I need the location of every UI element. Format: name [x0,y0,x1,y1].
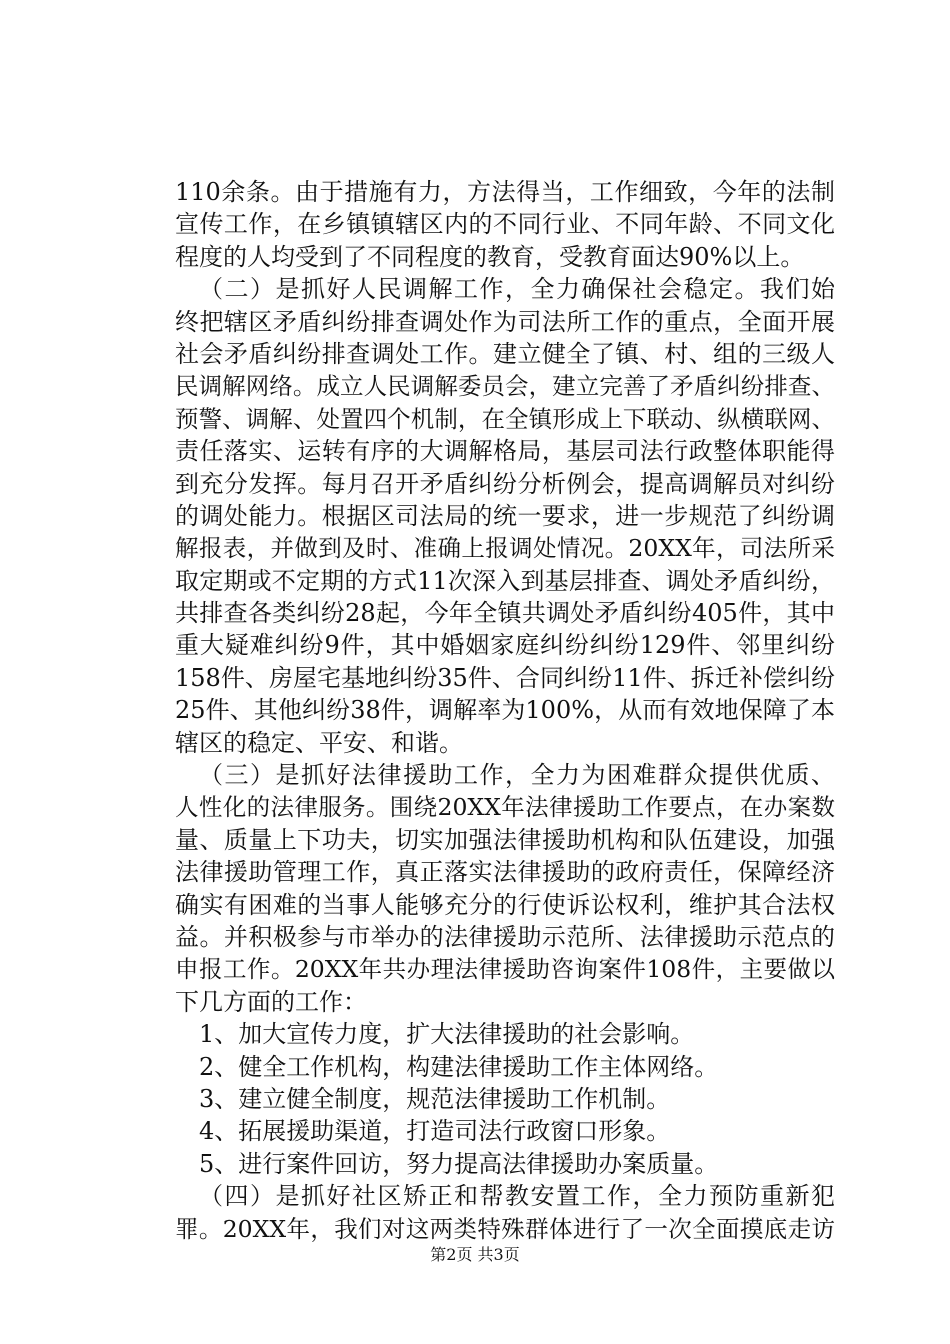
text-line: 社会矛盾纠纷排查调处工作。建立健全了镇、村、组的三级人 [175,339,835,368]
text-line: 预警、调解、处置四个机制，在全镇形成上下联动、纵横联网、 [175,404,835,433]
text-line: 110余条。由于措施有力，方法得当，工作细致，今年的法制 [175,178,835,206]
text-line: 到充分发挥。每月召开矛盾纠纷分析例会，提高调解员对纠纷 [175,469,835,498]
text-line: 宣传工作，在乡镇镇辖区内的不同行业、不同年龄、不同文化 [175,210,835,239]
text-line: 重大疑难纠纷9件，其中婚姻家庭纠纷纠纷129件、邻里纠纷 [175,631,835,660]
text-line: 责任落实、运转有序的大调解格局，基层司法行政整体职能得 [175,437,835,466]
text-line: 益。并积极参与市举办的法律援助示范所、法律援助示范点的 [175,922,835,951]
page-footer: 第2页 共3页 [430,1245,520,1264]
document-body [175,176,835,1245]
text-line: 5、进行案件回访，努力提高法律援助办案质量。 [199,1149,719,1178]
text-line: 1、加大宣传力度，扩大法律援助的社会影响。 [199,1020,695,1049]
text-line: 的调处能力。根据区司法局的统一要求，进一步规范了纠纷调 [175,501,835,530]
text-line: 2、健全工作机构，构建法律援助工作主体网络。 [199,1052,719,1081]
text-line: 法律援助管理工作，真正落实法律援助的政府责任，保障经济 [175,858,835,887]
text-line: 量、质量上下功夫，切实加强法律援助机构和队伍建设，加强 [175,825,835,854]
text-line: 下几方面的工作： [175,987,367,1016]
text-line: 取定期或不定期的方式11次深入到基层排查、调处矛盾纠纷， [175,566,835,595]
text-line: 程度的人均受到了不同程度的教育，受教育面达90%以上。 [175,242,805,271]
text-line: 4、拓展援助渠道，打造司法行政窗口形象。 [199,1117,671,1146]
text-line: 终把辖区矛盾纠纷排查调处作为司法所工作的重点，全面开展 [175,307,835,336]
text-line: 民调解网络。成立人民调解委员会，建立完善了矛盾纠纷排查、 [175,372,835,401]
text-line: 3、建立健全制度，规范法律援助工作机制。 [199,1084,671,1113]
text-line: （二）是抓好人民调解工作，全力确保社会稳定。我们始 [199,275,835,304]
text-line: （三）是抓好法律援助工作，全力为困难群众提供优质、 [199,761,835,790]
text-line: 解报表，并做到及时、准确上报调处情况。20XX年，司法所采 [175,534,835,563]
text-line: 辖区的稳定、平安、和谐。 [175,728,463,757]
text-line: 共排查各类纠纷28起，今年全镇共调处矛盾纠纷405件，其中 [175,599,835,628]
text-line: 确实有困难的当事人能够充分的行使诉讼权利，维护其合法权 [175,890,835,919]
text-line: 申报工作。20XX年共办理法律援助咨询案件108件，主要做以 [175,955,835,984]
text-line: （四）是抓好社区矫正和帮教安置工作，全力预防重新犯 [199,1182,835,1211]
text-line: 人性化的法律服务。围绕20XX年法律援助工作要点，在办案数 [175,793,835,822]
text-line: 罪。20XX年，我们对这两类特殊群体进行了一次全面摸底走访 [175,1214,835,1243]
text-line: 158件、房屋宅基地纠纷35件、合同纠纷11件、拆迁补偿纠纷 [175,663,835,692]
text-line: 25件、其他纠纷38件，调解率为100%，从而有效地保障了本 [175,696,835,725]
